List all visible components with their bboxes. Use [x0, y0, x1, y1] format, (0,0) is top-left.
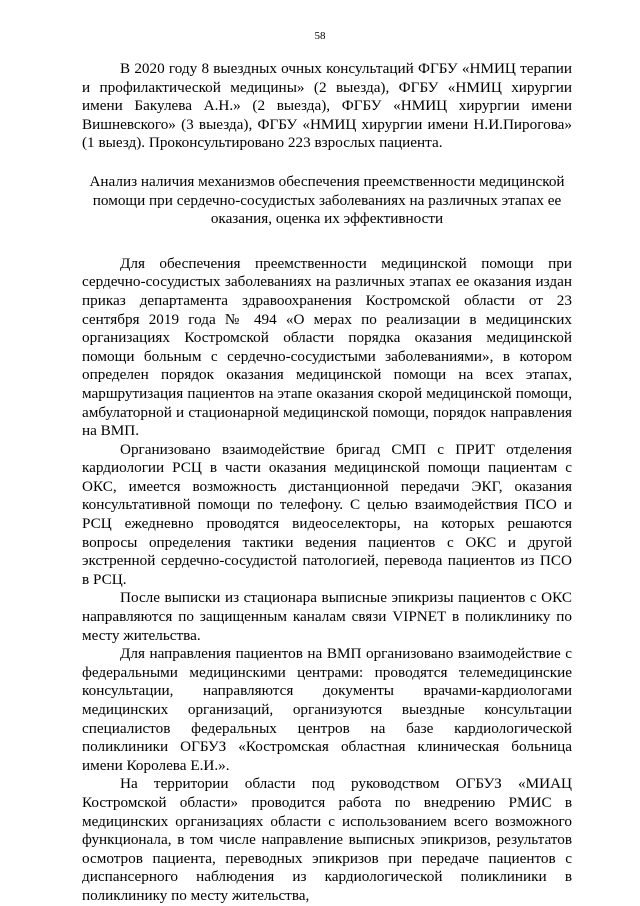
paragraph-interaction: Организовано взаимодействие бригад СМП с ПРИТ отделения кардиологии РСЦ в части оказания медицинской помощи пациентам с ОКС, имеется возможность дистанционной передачи ЭКГ, оказания консультативной помощи по телефону. С целью взаимодействия ПСО и РСЦ ежедневно проводятся видеоселекторы, на которых решаются вопросы определения тактики ведения пациентов с ОКС и другой экстренной сердечно-сосудистой патологией, перевода пациентов из ПСО в РСЦ.: [82, 440, 572, 588]
paragraph-vmp: Для направления пациентов на ВМП организовано взаимодействие с федеральными медицинскими центрами: проводятся телемедицинские консультации, направляются документы врачами-кардиологами медицинских организаций, организуются выездные консультации специалистов федеральных центров на базе кардиологической поликлиники ОГБУЗ «Костромская областная клиническая больница имени Королева Е.И.».: [82, 645, 572, 774]
paragraph-consultations: В 2020 году 8 выездных очных консультаций ФГБУ «НМИЦ терапии и профилактической медицины» (2 выезда), ФГБУ «НМИЦ хирургии имени Бакулева А.Н.» (2 выезда), ФГБУ «НМИЦ хирургии имени Вишневского» (3 выезда), ФГБУ «НМИЦ хирургии имени Н.И.Пирогова» (1 выезд). Проконсультировано 223 взрослых пациента.: [82, 60, 572, 152]
page-body: [82, 60, 572, 906]
paragraph-discharge: После выписки из стационара выписные эпикризы пациентов с ОКС направляются по защищенным каналам связи VIPNET в поликлинику по месту жительства.: [82, 589, 572, 644]
paragraph-rmis: На территории области под руководством ОГБУЗ «МИАЦ Костромской области» проводится работа по внедрению РМИС в медицинских организациях области с использованием всего возможного функционала, в том числе направление выписных эпикризов, результатов осмотров пациента, переводных эпикризов при передаче пациентов с диспансерного наблюдения из кардиологической поликлиники в поликлинику по месту жительства,: [82, 775, 572, 904]
section-heading: Анализ наличия механизмов обеспечения преемственности медицинской помощи при сердечно-сосудистых заболеваниях на различных этапах ее оказания, оценка их эффективности: [89, 172, 565, 228]
paragraph-order: Для обеспечения преемственности медицинской помощи при сердечно-сосудистых заболеваниях на различных этапах ее оказания издан приказ департамента здравоохранения Костромской области от 23 сентября 2019 года № 494 «О мерах по реализации в медицинских организациях Костромской области порядка оказания медицинской помощи больным с сердечно-сосудистыми заболеваниями», в котором определен порядок оказания медицинской помощи на всех этапах, маршрутизация пациентов на этапе оказания скорой медицинской помощи, амбулаторной и стационарной медицинской помощи, порядок направления на ВМП.: [82, 254, 572, 440]
page-number: 58: [314, 30, 326, 42]
